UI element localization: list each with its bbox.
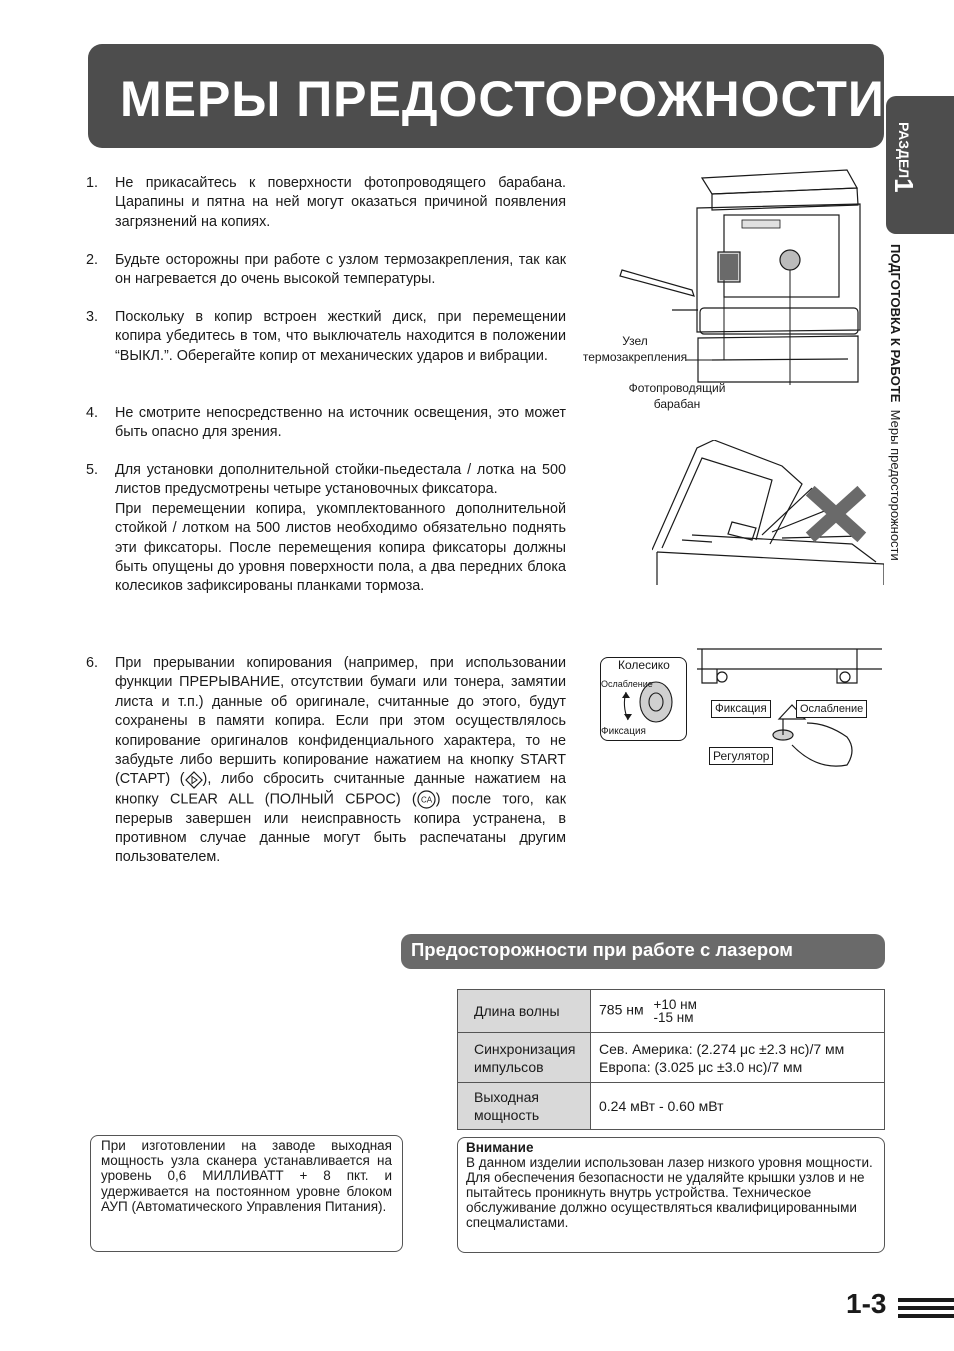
start-key-icon (185, 771, 203, 789)
section-tab-label: РАЗДЕЛ1 (889, 122, 919, 193)
fix-label-left: Фиксация (601, 726, 646, 737)
caution-text: В данном изделии использован лазер низкого уровня мощности. Для обеспечения безопасности не удаляйте крышки узлов и не пытайтесь проникнуть внутрь устройства. Техническое обслуживание должно осуществляться квалифицированными спецмалистами. (466, 1155, 873, 1230)
chapter-title: ПОДГОТОВКА К РАБОТЕ (888, 244, 903, 403)
list-item: 6. При прерывании копирования (например, при использовании функции ПРЕРЫВАНИЕ, отсутствии бумаги или тонера, замятии листа и т.п.) данные об оригинале, считанные до этого, будут сохранены в памяти копира. Если при этом осуществлялось копирование оригиналов конфиденциального характера, то не забудьте либо вершить копирование нажатием на кнопку START (СТАРТ) ( ), либо сбросить считанные данные нажатием на кнопку CLEAR ALL (ПОЛНЫЙ СБРОС) ( CA ) после того, как перерыв завершен или неисправность копира устранена, в противном случае данные могут быть распечатаны другим пользователем. (86, 655, 566, 866)
laser-section-title: Предосторожности при работе с лазером (411, 939, 793, 960)
caution-title: Внимание (466, 1140, 534, 1155)
fix-label: Фиксация (711, 700, 771, 718)
loosen-label-left: Ослабление (601, 679, 653, 689)
title-banner (88, 44, 884, 148)
laser-spec-table (457, 989, 885, 1130)
list-item: 4. Не смотрите непосредственно на источник освещения, это может быть опасно для зрения. (86, 405, 566, 441)
clear-all-key-icon (417, 790, 436, 809)
subsection-title: Меры предосторожности (888, 409, 903, 561)
page-title: МЕРЫ ПРЕДОСТОРОЖНОСТИ (120, 71, 885, 127)
list-item: 3. Поскольку в копир встроен жесткий диск, при перемещении копира убедитесь в том, что выключатель находится в положении “ВЫКЛ.”. Оберегайте копир от механических ударов и вибрации. (86, 309, 566, 364)
chapter-running-head (888, 244, 903, 561)
page-number-rule (898, 1298, 954, 1322)
laser-section-header (401, 934, 885, 969)
factory-note-text: При изготовлении на заводе выходная мощность узла сканера устанавливается на уровень 0,6 МИЛЛИВАТТ + 8 пкт. и удерживается на постоянном уровне блоком АУП (Автоматического Управления Питания). (101, 1138, 392, 1214)
loosen-label: Ослабление (796, 700, 867, 718)
section-number: 1 (889, 178, 919, 193)
wheel-label: Колесико (618, 658, 670, 672)
fuser-label: Узел термозакрепления (582, 334, 688, 364)
list-item: 5. Для установки дополнительной стойки-пьедестала / лотка на 500 листов предусмотрены четыре установочных фиксатора. При перемещении копира, укомплектованного дополнительной стойкой / лотком на 500 листов необходимо обязательно поднять эти фиксаторы. После перемещения копира фиксаторы должны быть опущены до уровня поверхности пола, а два передних блока колесиков зафиксированы планками тормоза. (86, 462, 566, 595)
no-look-at-light-illustration (652, 440, 884, 590)
table-row: Длина волны 785 нм +10 нм -15 нм (458, 990, 885, 1033)
adjuster-label: Регулятор (709, 747, 773, 765)
list-item: 2. Будьте осторожны при работе с узлом термозакрепления, так как он нагревается до очень высокой температуры. (86, 252, 566, 288)
factory-note-box (90, 1135, 403, 1252)
drum-label: Фотопроводящий барабан (628, 381, 726, 411)
table-row: Выходная мощность 0.24 мВт - 0.60 мВт (458, 1083, 885, 1130)
page-number: 1-3 (846, 1288, 887, 1319)
svg-text:CA: CA (420, 795, 432, 805)
laser-caution-box (457, 1137, 885, 1253)
table-row: Синхронизация импульсов Сев. Америка: (2.274 μс ±2.3 нс)/7 мм Европа: (3.025 μс ±3.0 нс)/7 мм (458, 1033, 885, 1083)
list-item: 1. Не прикасайтесь к поверхности фотопроводящего барабана. Царапины и пятна на ней могут оказаться причиной появления загрязнений на копиях. (86, 175, 566, 230)
